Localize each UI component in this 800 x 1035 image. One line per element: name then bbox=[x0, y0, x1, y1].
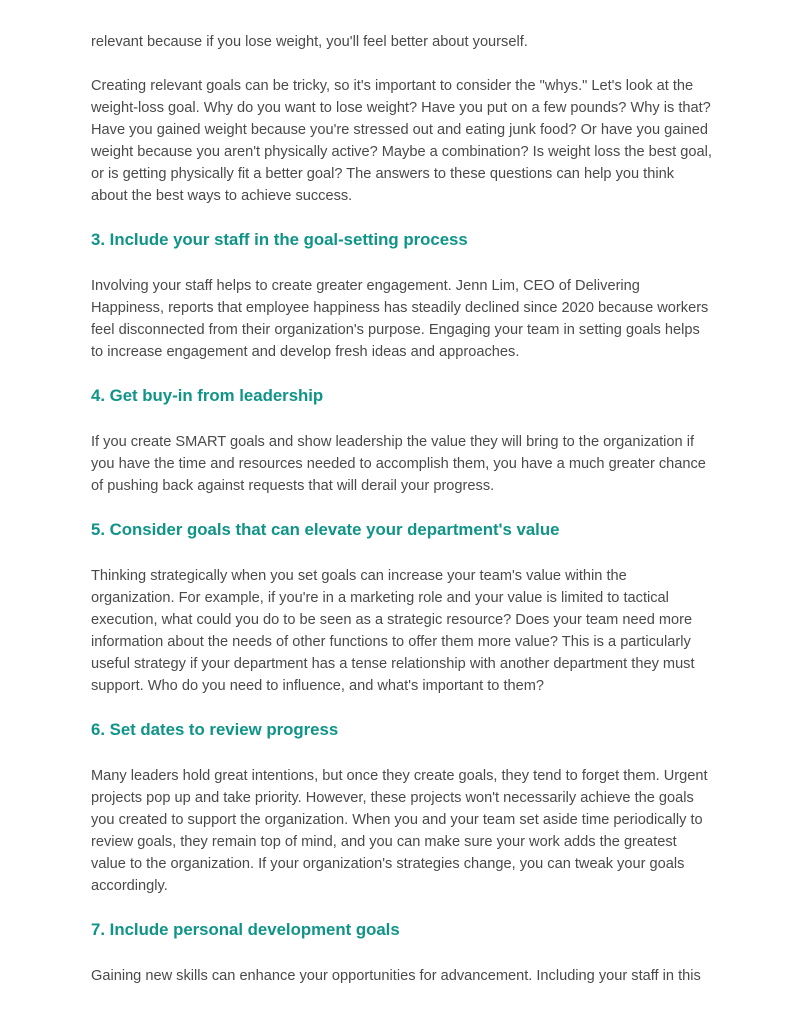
section-heading-7: 7. Include personal development goals bbox=[91, 920, 400, 939]
section-body-6: Many leaders hold great intentions, but once they create goals, they tend to forget them. Urgent projects pop up and take priority. However, these projects won't necessarily achieve the goals you created to support the organization. When you and your team set aside time periodically to review goals, they remain top of mind, and you can make sure your work adds the greatest value to the organization. If your organization's strategies change, you can tweak your goals accordingly. bbox=[91, 768, 708, 894]
section-heading-6: 6. Set dates to review progress bbox=[91, 720, 339, 739]
section-body-3: Involving your staff helps to create greater engagement. Jenn Lim, CEO of Delivering Happiness, reports that employee happiness has steadily declined since 2020 because workers feel disconnected from their organization's purpose. Engaging your team in setting goals helps to increase engagement and develop fresh ideas and approaches. bbox=[91, 278, 709, 360]
intro-paragraph: Creating relevant goals can be tricky, so it's important to consider the "whys." Let's look at the weight-loss goal. Why do you want to lose weight? Have you put on a few pounds? Why is that? Have you gained weight because you're stressed out and eating junk food? Or have you gained weight because you aren't physically active? Maybe a combination? Is weight loss the best goal, or is getting physically fit a better goal? The answers to these questions can help you think about the best ways to achieve success. bbox=[91, 78, 712, 204]
intro-fragment: relevant because if you lose weight, you'll feel better about yourself. bbox=[91, 34, 528, 50]
section-body-5: Thinking strategically when you set goals can increase your team's value within the organization. For example, if you're in a marketing role and your value is limited to tactical execution, what could you do to be seen as a strategic resource? Does your team need more information about the needs of other functions to offer them more value? This is a particularly useful strategy if your department has a tense relationship with another department they must support. Who do you need to influence, and what's important to them? bbox=[91, 568, 695, 694]
section-body-7: Gaining new skills can enhance your opportunities for advancement. Including your staff in this bbox=[91, 968, 701, 984]
article-body bbox=[91, 31, 713, 987]
section-heading-5: 5. Consider goals that can elevate your department's value bbox=[91, 520, 560, 539]
section-heading-4: 4. Get buy-in from leadership bbox=[91, 386, 324, 405]
section-heading-3: 3. Include your staff in the goal-setting process bbox=[91, 230, 468, 249]
section-body-4: If you create SMART goals and show leadership the value they will bring to the organization if you have the time and resources needed to accomplish them, you have a much greater chance of pushing back against requests that will derail your progress. bbox=[91, 434, 706, 494]
